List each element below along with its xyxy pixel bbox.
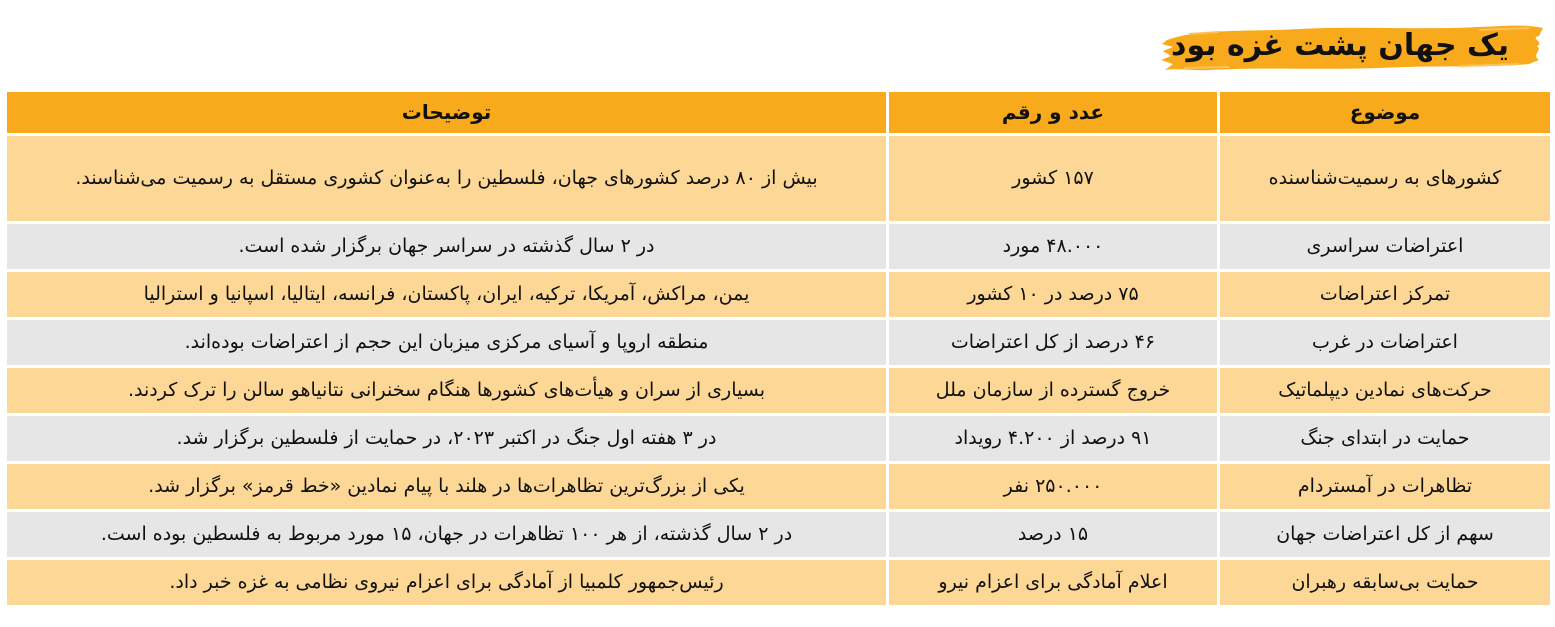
cell-topic: حرکت‌های نمادین دیپلماتیک — [1220, 368, 1550, 413]
cell-topic: کشورهای به رسمیت‌شناسنده — [1220, 136, 1550, 221]
header-topic: موضوع — [1220, 92, 1550, 133]
table-header-row — [7, 92, 1550, 133]
table-row — [7, 136, 1550, 221]
page-title: یک جهان پشت غزه بود — [1171, 28, 1509, 63]
cell-figure: خروج گسترده از سازمان ملل — [889, 368, 1217, 413]
cell-topic: حمایت در ابتدای جنگ — [1220, 416, 1550, 461]
table-row — [7, 368, 1550, 413]
cell-description: در ۲ سال گذشته در سراسر جهان برگزار شده است. — [7, 224, 886, 269]
header-description: توضیحات — [7, 92, 886, 133]
cell-figure: اعلام آمادگی برای اعزام نیرو — [889, 560, 1217, 605]
table-row — [7, 512, 1550, 557]
cell-topic: اعتراضات سراسری — [1220, 224, 1550, 269]
data-table — [4, 89, 1553, 608]
table-row — [7, 416, 1550, 461]
cell-topic: سهم از کل اعتراضات جهان — [1220, 512, 1550, 557]
cell-description: در ۳ هفته اول جنگ در اکتبر ۲۰۲۳، در حمایت از فلسطین برگزار شد. — [7, 416, 886, 461]
cell-figure: ۷۵ درصد در ۱۰ کشور — [889, 272, 1217, 317]
table-row — [7, 560, 1550, 605]
cell-figure: ۱۵ درصد — [889, 512, 1217, 557]
cell-topic: تمرکز اعتراضات — [1220, 272, 1550, 317]
cell-description: منطقه اروپا و آسیای مرکزی میزبان این حجم از اعتراضات بوده‌اند. — [7, 320, 886, 365]
cell-topic: اعتراضات در غرب — [1220, 320, 1550, 365]
table-row — [7, 224, 1550, 269]
table-row — [7, 272, 1550, 317]
cell-figure: ۱۵۷ کشور — [889, 136, 1217, 221]
cell-description: یکی از بزرگ‌ترین تظاهرات‌ها در هلند با پیام نمادین «خط قرمز» برگزار شد. — [7, 464, 886, 509]
table-row — [7, 320, 1550, 365]
cell-topic: حمایت بی‌سابقه رهبران — [1220, 560, 1550, 605]
cell-description: رئیس‌جمهور کلمبیا از آمادگی برای اعزام نیروی نظامی به غزه خبر داد. — [7, 560, 886, 605]
cell-topic: تظاهرات در آمستردام — [1220, 464, 1550, 509]
cell-description: در ۲ سال گذشته، از هر ۱۰۰ تظاهرات در جهان، ۱۵ مورد مربوط به فلسطین بوده است. — [7, 512, 886, 557]
table-row — [7, 464, 1550, 509]
cell-figure: ۴۸.۰۰۰ مورد — [889, 224, 1217, 269]
cell-description: بسیاری از سران و هیأت‌های کشورها هنگام سخنرانی نتانیاهو سالن را ترک کردند. — [7, 368, 886, 413]
cell-figure: ۹۱ درصد از ۴.۲۰۰ رویداد — [889, 416, 1217, 461]
header-figure: عدد و رقم — [889, 92, 1217, 133]
cell-description: بیش از ۸۰ درصد کشورهای جهان، فلسطین را به‌عنوان کشوری مستقل به رسمیت می‌شناسند. — [7, 136, 886, 221]
cell-figure: ۲۵۰.۰۰۰ نفر — [889, 464, 1217, 509]
cell-description: یمن، مراکش، آمریکا، ترکیه، ایران، پاکستان، فرانسه، ایتالیا، اسپانیا و استرالیا — [7, 272, 886, 317]
title-banner — [1159, 18, 1549, 76]
cell-figure: ۴۶ درصد از کل اعتراضات — [889, 320, 1217, 365]
